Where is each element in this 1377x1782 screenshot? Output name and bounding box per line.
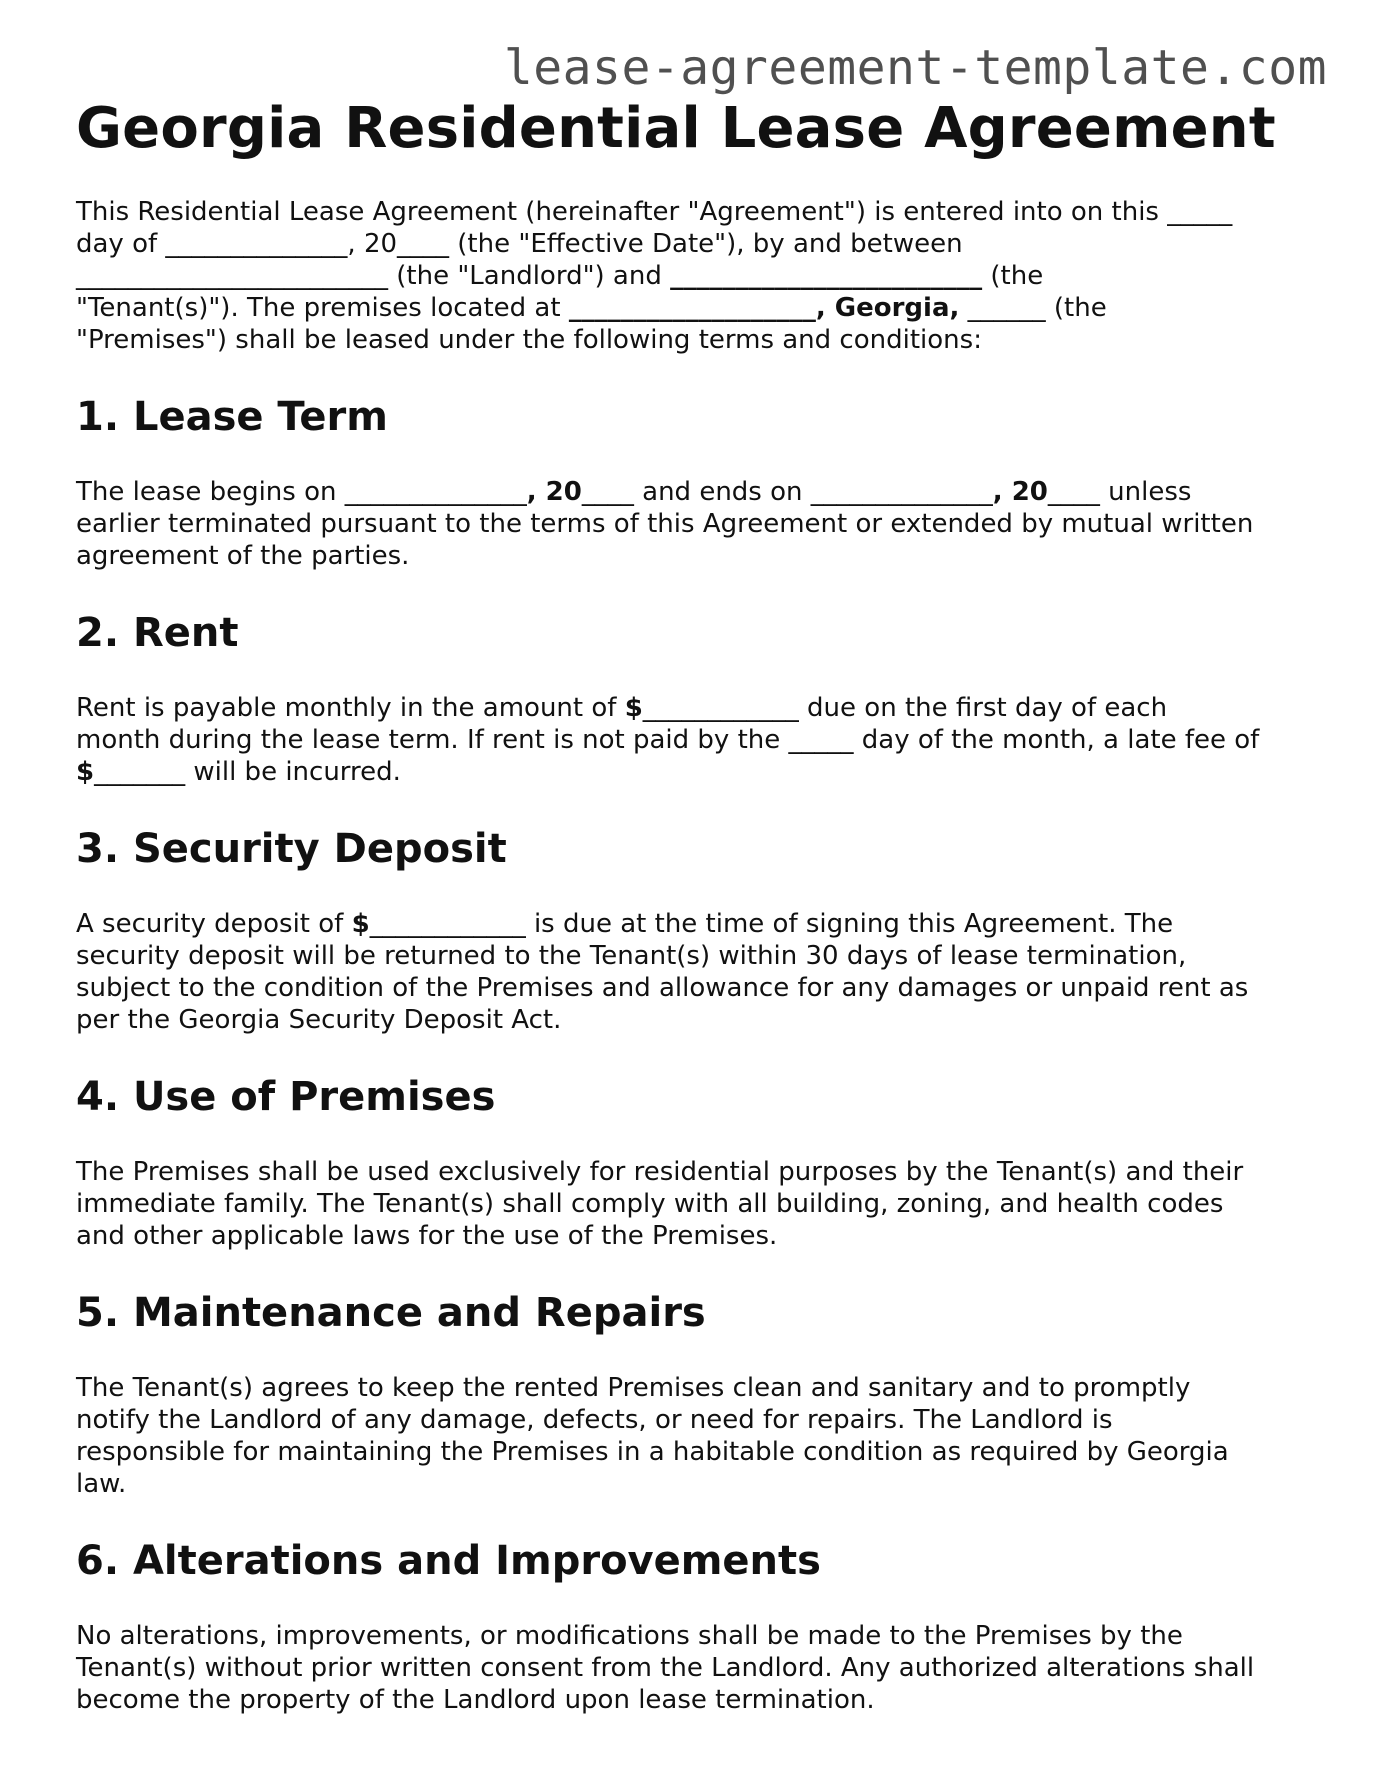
body-text: ____________ is due at the time of signing this Agreement. The (369, 909, 1174, 939)
section-body-maintenance (76, 1372, 1316, 1500)
body-text: become the property of the Landlord upon lease termination. (76, 1685, 875, 1715)
dollar-sign: $ (76, 757, 95, 787)
section-heading-use-of-premises: 4. Use of Premises (76, 1074, 496, 1120)
body-bold-text: , 20 (526, 477, 582, 507)
section-body-rent (76, 692, 1316, 788)
body-text: A security deposit of (76, 909, 352, 939)
body-text: notify the Landlord of any damage, defects, or need for repairs. The Landlord is (76, 1405, 1113, 1435)
body-text: subject to the condition of the Premises and allowance for any damages or unpaid rent as (76, 973, 1249, 1003)
body-bold-text: , 20 (992, 477, 1048, 507)
body-text: month during the lease term. If rent is not paid by the _____ day of the month, a late fee of (76, 725, 1260, 755)
body-text: immediate family. The Tenant(s) shall comply with all building, zoning, and health codes (76, 1189, 1224, 1219)
body-text: Rent is payable monthly in the amount of (76, 693, 625, 723)
intro-line: day of ______________, 20____ (the "Effective Date"), by and between (76, 229, 963, 259)
intro-line: ______ (the (959, 293, 1107, 323)
section-body-security-deposit (76, 908, 1316, 1036)
body-text: per the Georgia Security Deposit Act. (76, 1005, 562, 1035)
document-body (76, 196, 1316, 1716)
dollar-sign: $ (624, 693, 643, 723)
watermark: lease-agreement-template.com (503, 40, 1327, 96)
body-text: The Tenant(s) agrees to keep the rented Premises clean and sanitary and to promptly (76, 1373, 1191, 1403)
body-text: The lease begins on ______________ (76, 477, 527, 507)
intro-line: "Tenant(s)"). The premises located at (76, 293, 569, 323)
section-body-lease-term (76, 476, 1316, 572)
body-text: law. (76, 1469, 127, 1499)
section-heading-alterations: 6. Alterations and Improvements (76, 1538, 821, 1584)
premises-address-blank: ___________________, Georgia, (568, 293, 960, 323)
body-text: responsible for maintaining the Premises in a habitable condition as required by Georgia (76, 1437, 1229, 1467)
section-heading-lease-term: 1. Lease Term (76, 394, 388, 440)
body-text: No alterations, improvements, or modifications shall be made to the Premises by the (76, 1621, 1183, 1651)
body-text: ____________ due on the first day of each (642, 693, 1168, 723)
section-body-use-of-premises (76, 1156, 1316, 1252)
intro-line: ________________________ (the "Landlord") and (76, 261, 671, 291)
intro-line: "Premises") shall be leased under the following terms and conditions: (76, 325, 982, 355)
intro-line: (the (982, 261, 1044, 291)
body-text: agreement of the parties. (76, 541, 410, 571)
body-text: ____ and ends on ______________ (581, 477, 993, 507)
dollar-sign: $ (351, 909, 370, 939)
body-text: ____ unless (1047, 477, 1192, 507)
document-title: Georgia Residential Lease Agreement (76, 96, 1276, 161)
section-heading-rent: 2. Rent (76, 610, 239, 656)
body-text: security deposit will be returned to the Tenant(s) within 30 days of lease termination, (76, 941, 1187, 971)
body-text: and other applicable laws for the use of the Premises. (76, 1221, 778, 1251)
section-heading-security-deposit: 3. Security Deposit (76, 826, 507, 872)
body-text: Tenant(s) without prior written consent from the Landlord. Any authorized alterations shall (76, 1653, 1255, 1683)
intro-line: This Residential Lease Agreement (hereinafter "Agreement") is entered into on this _____ (76, 197, 1233, 227)
intro-paragraph (76, 196, 1316, 356)
body-text: The Premises shall be used exclusively for residential purposes by the Tenant(s) and their (76, 1157, 1244, 1187)
section-body-alterations (76, 1620, 1316, 1716)
section-heading-maintenance: 5. Maintenance and Repairs (76, 1290, 706, 1336)
body-text: earlier terminated pursuant to the terms of this Agreement or extended by mutual written (76, 509, 1254, 539)
tenant-blank: ________________________ (670, 261, 983, 291)
body-text: _______ will be incurred. (94, 757, 401, 787)
